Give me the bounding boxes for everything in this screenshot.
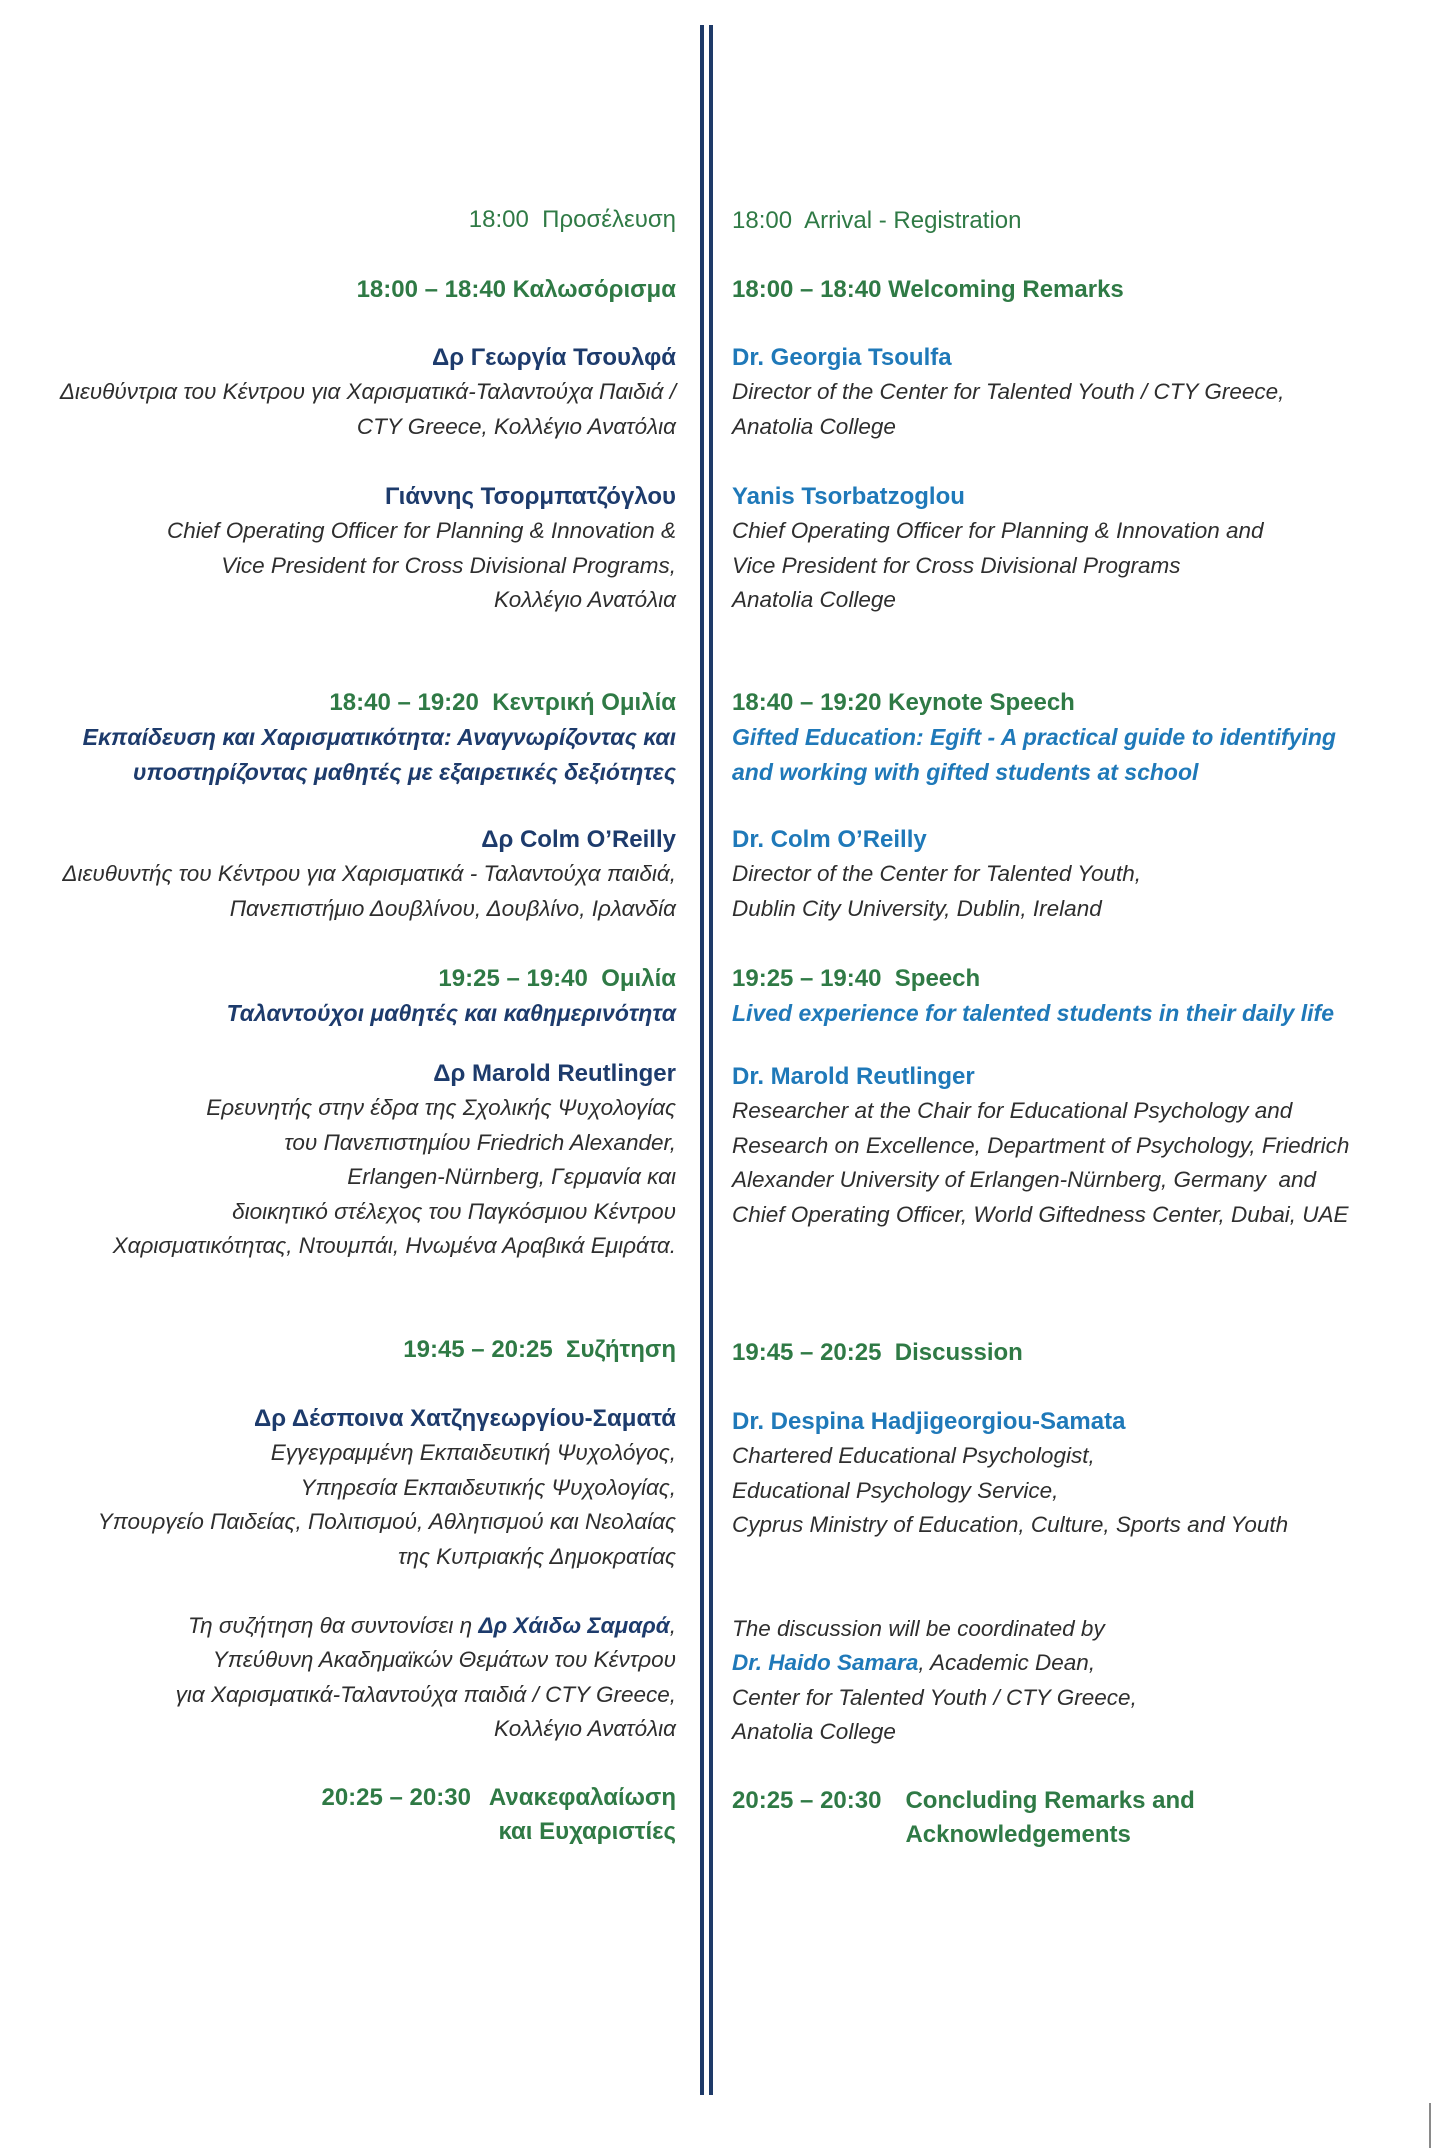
en-discussion-speaker [732,1405,1288,1543]
gr-speaker-name: Δρ Marold Reutlinger [433,1060,676,1087]
gr-speaker-name: Γιάννης Τσορμπατζόγλου [385,483,676,510]
en-speech-title: Lived experience for talented students in their daily life [732,1000,1334,1027]
en-speaker-detail-line: Alexander University of Erlangen-Nürnberg, Germany and [732,1167,1317,1193]
gr-welcome-time: 18:00 – 18:40 Καλωσόρισμα [356,276,676,303]
en-closing-time: 20:25 – 20:30 [732,1787,882,1814]
en-closing-label [905,1784,1194,1853]
en-closing-label-line: Concluding Remarks and [905,1787,1195,1814]
en-speaker-detail-line: Anatolia College [732,413,896,439]
en-arrival-time: 18:00 Arrival - Registration [732,207,1022,234]
gr-speaker-detail-line: Διευθυντής του Κέντρου για Χαρισματικά - Ταλαντούχα παιδιά, [62,861,676,887]
gr-speaker-detail-line: Chief Operating Officer for Planning & Innovation & [166,518,676,544]
en-speaker-name: Dr. Georgia Tsoulfa [732,344,952,371]
gr-welcome-speaker-1 [60,341,676,444]
gr-speaker-detail-line: διοικητικό στέλεχος του Παγκόσμιου Κέντρου [232,1198,676,1224]
gr-speaker-detail-line: Υπηρεσία Εκπαιδευτικής Ψυχολογίας, [300,1474,676,1500]
en-speaker-detail-line: Cyprus Ministry of Education, Culture, Sports and Youth [732,1512,1289,1538]
gr-closing-label-line-2: και Ευχαριστίες [498,1818,676,1846]
gr-speech-time: 19:25 – 19:40 Ομιλία [438,965,676,992]
en-welcome-speaker-1 [732,341,1284,444]
page-edge-mark [1429,2103,1431,2148]
gr-speaker-detail-line: Vice President for Cross Divisional Programs, [221,552,676,578]
gr-speaker-detail-line: της Κυπριακής Δημοκρατίας [398,1543,676,1569]
gr-speaker-detail-line: Υπουργείο Παιδείας, Πολιτισμού, Αθλητισμού και Νεολαίας [97,1509,676,1535]
en-moderator-name-line [732,1646,1137,1680]
gr-speaker-detail-line: Πανεπιστήμιο Δουβλίνου, Δουβλίνο, Ιρλανδία [229,895,676,921]
en-moderator-detail-line: Center for Talented Youth / CTY Greece, [732,1684,1137,1710]
gr-speaker-detail-line: CTY Greece, Κολλέγιο Ανατόλια [356,413,676,439]
en-speaker-detail-line: Chartered Educational Psychologist, [732,1443,1095,1469]
gr-closing [321,1781,676,1850]
gr-speaker-detail-line: Ερευνητής στην έδρα της Σχολικής Ψυχολογίας [206,1095,676,1121]
en-speaker-detail-line: Anatolia College [732,587,896,613]
en-speech [732,962,1334,1031]
gr-discussion-speaker [98,1402,676,1574]
en-speech-time: 19:25 – 19:40 Speech [732,965,981,992]
gr-arrival-time: 18:00 Προσέλευση [468,206,676,233]
en-welcome-time: 18:00 – 18:40 Welcoming Remarks [732,276,1124,303]
en-welcome-speaker-2 [732,480,1264,618]
gr-speech-title: Ταλαντούχοι μαθητές και καθημερινότητα [226,1000,676,1027]
gr-keynote-time: 18:40 – 19:20 Κεντρική Ομιλία [329,689,676,716]
en-moderator [732,1612,1137,1750]
en-keynote-title-line: and working with gifted students at school [732,758,1199,785]
gr-speaker-name: Δρ Δέσποινα Χατζηγεωργίου-Σαματά [253,1405,676,1432]
gr-closing-time: 20:25 – 20:30 [321,1784,471,1811]
gr-discussion-time: 19:45 – 20:25 Συζήτηση [403,1336,676,1363]
en-keynote-title-line: Gifted Education: Egift - A practical guide to identifying [732,724,1336,751]
en-closing-label-line: Acknowledgements [905,1821,1131,1849]
en-closing-row [732,1784,1195,1853]
en-speech-speaker [732,1060,1349,1232]
en-closing [732,1784,1195,1853]
gr-moderator-intro-line [176,1609,676,1643]
gr-welcome [357,273,676,307]
en-speaker-name: Dr. Despina Hadjigeorgiou-Samata [732,1408,1126,1435]
en-speaker-detail-line: Researcher at the Chair for Educational Psychology and [732,1098,1293,1124]
gr-keynote-title-line: Εκπαίδευση και Χαρισματικότητα: Αναγνωρίζοντας και [82,724,676,751]
gr-speaker-name: Δρ Colm O’Reilly [481,826,676,853]
gr-keynote [83,686,676,789]
en-moderator-name: Dr. Haido Samara [732,1650,919,1676]
en-keynote [732,686,1336,789]
gr-moderator [176,1609,676,1747]
en-discussion-time: 19:45 – 20:25 Discussion [732,1339,1023,1366]
divider-line-left [700,25,704,2095]
en-speaker-detail-line: Director of the Center for Talented Youth / CTY Greece, [732,379,1285,405]
gr-moderator-detail-line: για Χαρισματικά-Ταλαντούχα παιδιά / CTY Greece, [175,1681,676,1707]
en-speaker-detail-line: Dublin City University, Dublin, Ireland [732,895,1102,921]
en-speaker-detail-line: Chief Operating Officer, World Giftedness Center, Dubai, UAE [732,1201,1349,1227]
gr-discussion [403,1333,676,1367]
en-moderator-after-name: , Academic Dean, [918,1650,1096,1676]
gr-speaker-detail-line: Erlangen-Nürnberg, Γερμανία και [347,1164,676,1190]
gr-speaker-detail-line: του Πανεπιστημίου Friedrich Alexander, [284,1129,676,1155]
en-speaker-detail-line: Research on Excellence, Department of Psychology, Friedrich [732,1132,1350,1158]
en-discussion [732,1336,1023,1370]
gr-moderator-detail-line: Υπεύθυνη Ακαδημαϊκών Θεμάτων του Κέντρου [212,1647,676,1673]
en-keynote-speaker [732,823,1141,926]
en-speaker-detail-line: Chief Operating Officer for Planning & Innovation and [732,518,1264,544]
en-speaker-detail-line: Educational Psychology Service, [732,1477,1059,1503]
gr-moderator-detail-line: Κολλέγιο Ανατόλια [494,1716,676,1742]
gr-speaker-detail-line: Εγγεγραμμένη Εκπαιδευτική Ψυχολόγος, [270,1440,676,1466]
en-speaker-name: Dr. Marold Reutlinger [732,1063,975,1090]
gr-arrival [469,203,676,237]
divider-line-right [709,25,713,2095]
gr-speech-speaker [113,1057,676,1263]
en-arrival [732,204,1021,238]
gr-speech [227,962,676,1031]
en-speaker-name: Yanis Tsorbatzoglou [732,483,965,510]
gr-closing-label: Ανακεφαλαίωση [488,1784,676,1811]
en-speaker-detail-line: Vice President for Cross Divisional Programs [732,552,1181,578]
gr-closing-line-1 [321,1781,676,1815]
en-welcome [732,273,1124,307]
gr-moderator-after-name: , [669,1613,676,1638]
en-speaker-name: Dr. Colm O’Reilly [732,826,927,853]
gr-speaker-detail-line: Κολλέγιο Ανατόλια [494,587,676,613]
gr-moderator-name: Δρ Χάιδω Σαμαρά [478,1613,670,1638]
gr-speaker-detail-line: Χαρισματικότητας, Ντουμπάι, Ηνωμένα Αραβικά Εμιράτα. [112,1232,676,1258]
en-keynote-time: 18:40 – 19:20 Keynote Speech [732,689,1075,716]
gr-moderator-intro: Τη συζήτηση θα συντονίσει η [188,1613,479,1638]
en-moderator-intro: The discussion will be coordinated by [732,1616,1105,1641]
en-speaker-detail-line: Director of the Center for Talented Youth, [732,861,1141,887]
gr-speaker-detail-line: Διευθύντρια του Κέντρου για Χαρισματικά-Ταλαντούχα Παιδιά / [59,379,676,405]
gr-keynote-title-line: υποστηρίζοντας μαθητές με εξαιρετικές δεξιότητες [132,758,676,785]
en-moderator-detail-line: Anatolia College [732,1719,896,1745]
gr-keynote-speaker [62,823,676,926]
gr-speaker-name: Δρ Γεωργία Τσουλφά [431,344,676,371]
gr-welcome-speaker-2 [167,480,676,618]
